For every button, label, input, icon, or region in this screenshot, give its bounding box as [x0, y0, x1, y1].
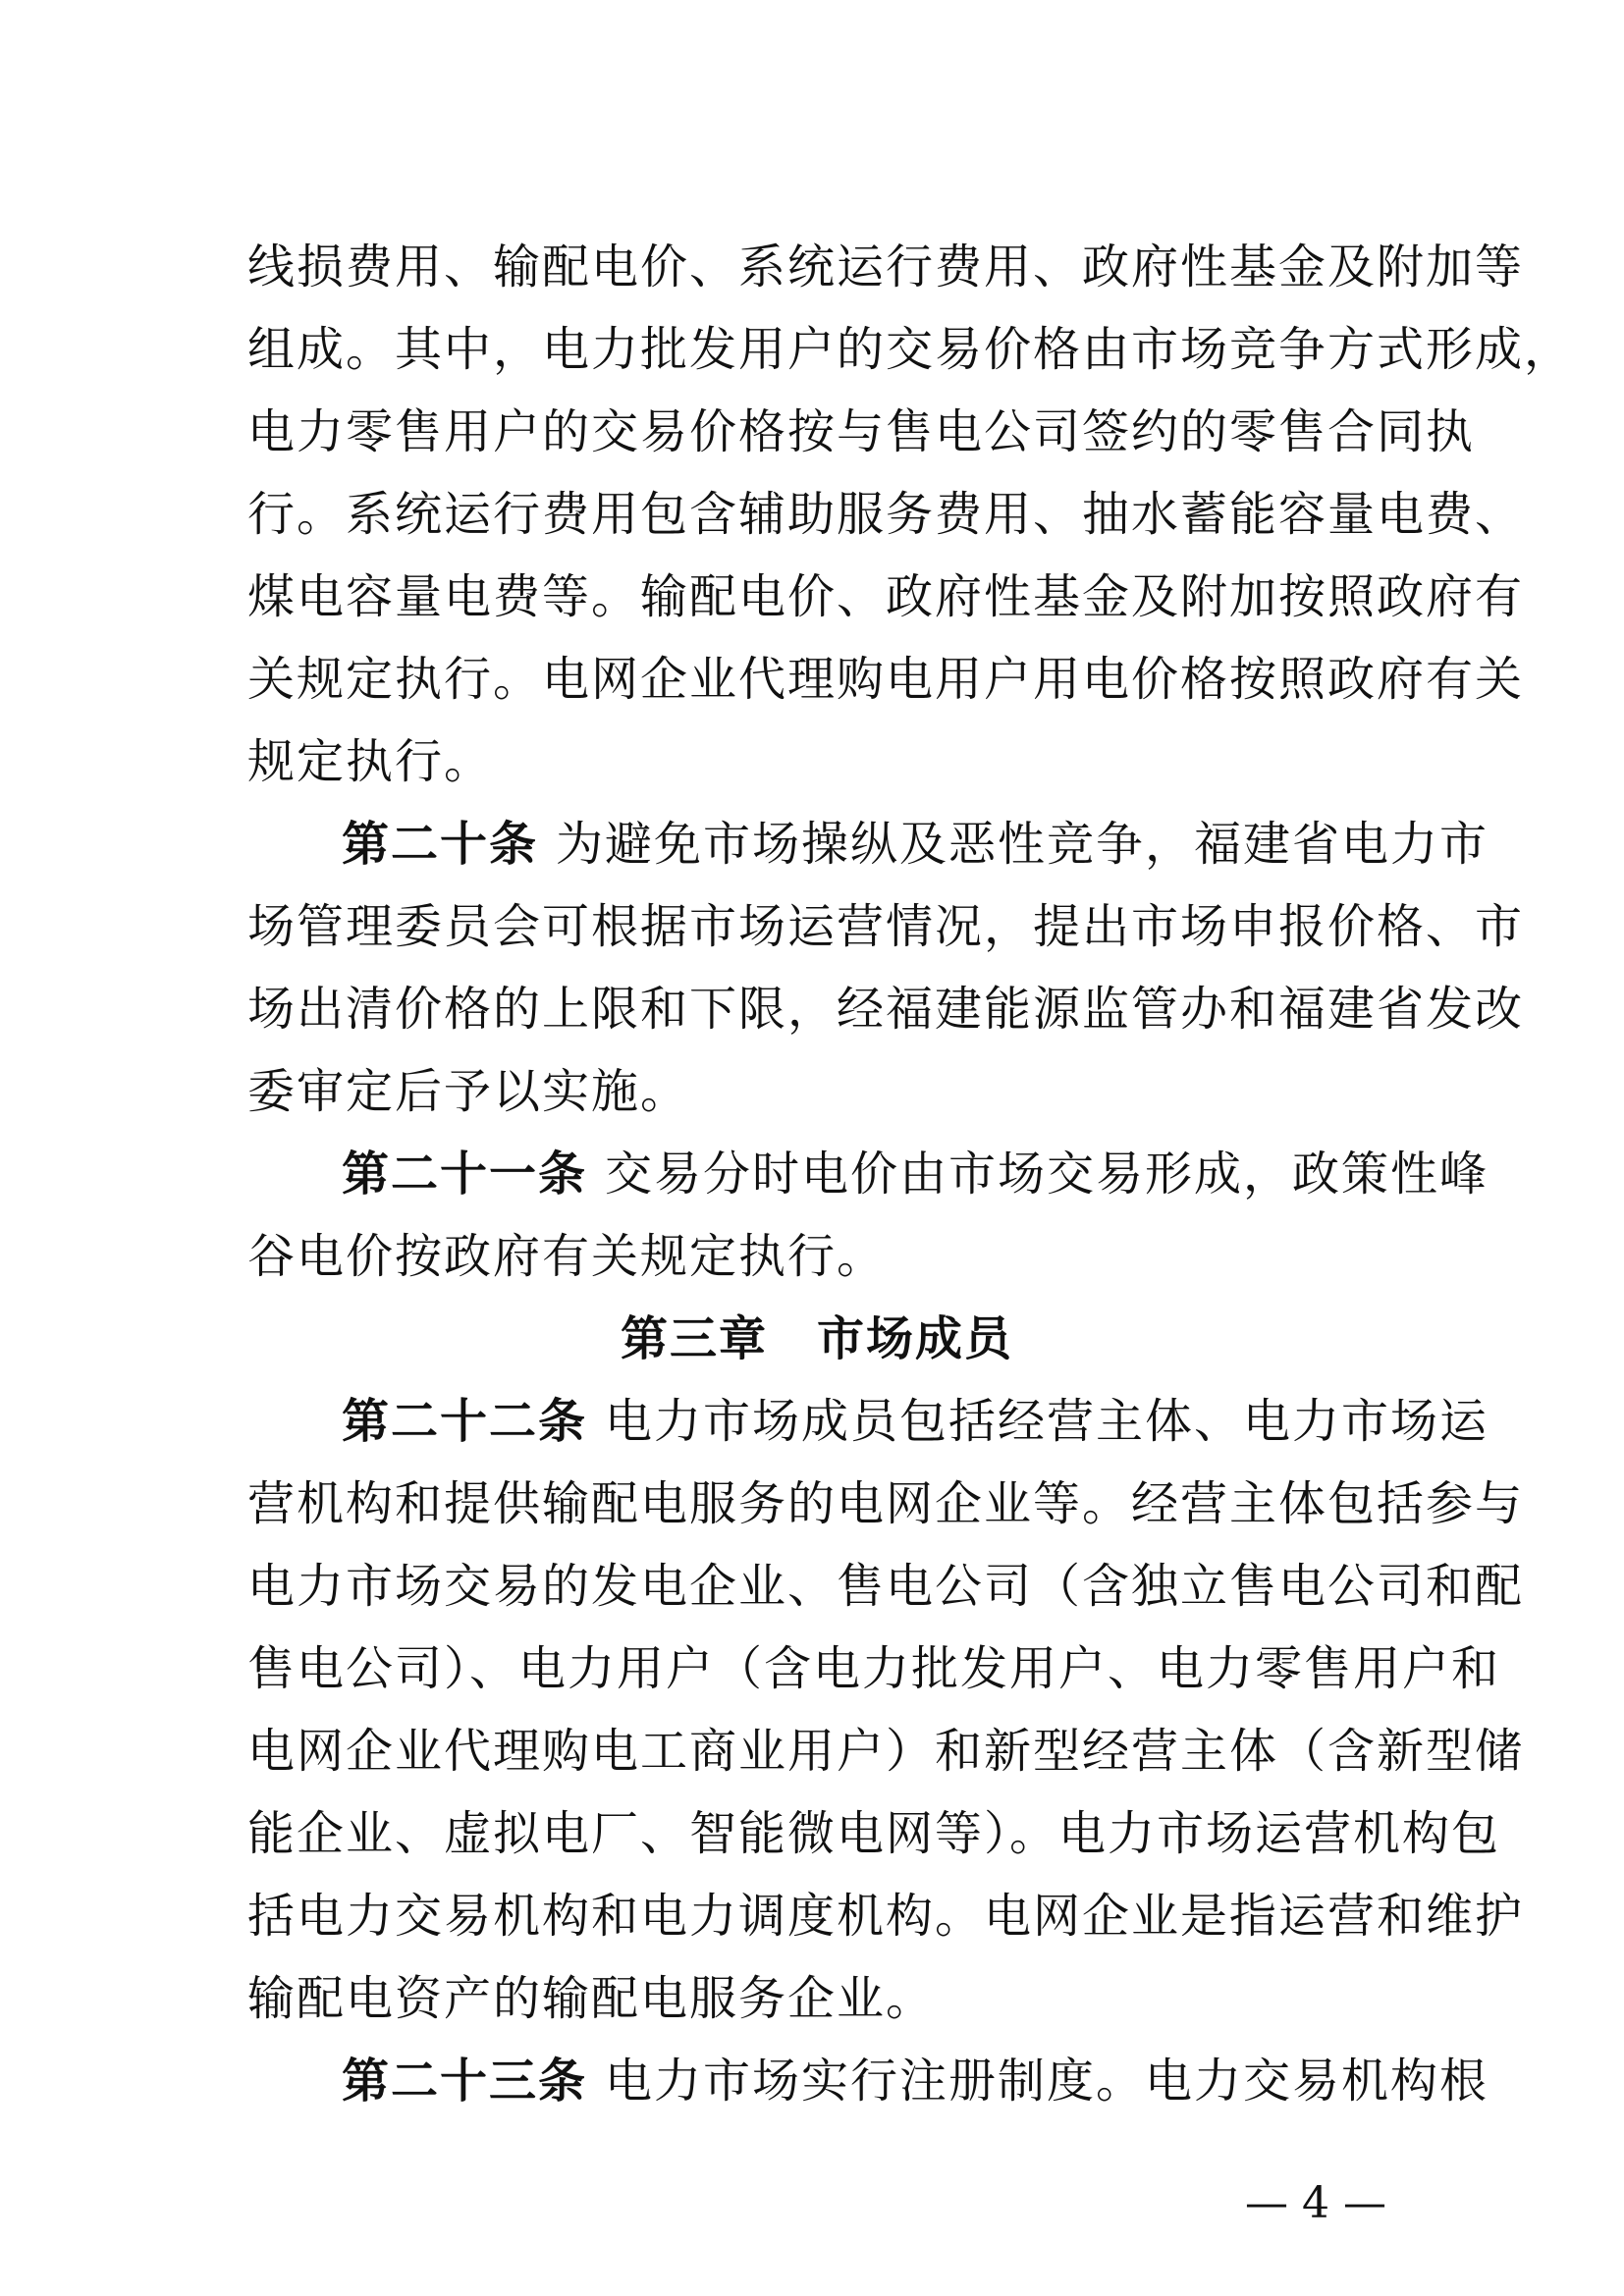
- page-number: — 4 —: [1245, 2178, 1386, 2228]
- article-23-first-line: [247, 2040, 1489, 2122]
- text-line: 售电公司）、电力用户（含电力批发用户、电力零售用户和: [247, 1641, 1501, 1696]
- text-line: 场出清价格的上限和下限，经福建能源监管办和福建省发改: [247, 982, 1525, 1037]
- text-line: 谷电价按政府有关规定执行。: [247, 1229, 887, 1284]
- text-line: 电网企业代理购电工商业用户）和新型经营主体（含新型储: [247, 1724, 1525, 1779]
- article-number: 第二十二条: [342, 1394, 588, 1449]
- text-line: 组成。其中，电力批发用户的交易价格由市场竞争方式形成，: [247, 322, 1574, 377]
- text-line: 委审定后予以实施。: [247, 1064, 690, 1119]
- text-line: 电力市场交易的发电企业、售电公司（含独立售电公司和配: [247, 1559, 1525, 1614]
- text-line: 营机构和提供输配电服务的电网企业等。经营主体包括参与: [247, 1476, 1525, 1531]
- article-text: 为避免市场操纵及恶性竞争，福建省电力市: [556, 817, 1489, 872]
- article-number: 第二十三条: [342, 2054, 588, 2109]
- text-line: 括电力交易机构和电力调度机构。电网企业是指运营和维护: [247, 1889, 1525, 1944]
- article-text: 电力市场实行注册制度。电力交易机构根: [605, 2054, 1489, 2109]
- text-line: 电力零售用户的交易价格按与售电公司签约的零售合同执: [247, 404, 1476, 459]
- document-body: [247, 226, 1574, 2122]
- article-text: 交易分时电价由市场交易形成，政策性峰: [605, 1147, 1489, 1201]
- text-line: 煤电容量电费等。输配电价、政府性基金及附加按照政府有: [247, 569, 1525, 624]
- text-line: 场管理委员会可根据市场运营情况，提出市场申报价格、市: [247, 899, 1525, 954]
- chapter-title: 第三章 市场成员: [620, 1311, 1013, 1366]
- text-line: 规定执行。: [247, 734, 494, 789]
- article-number: 第二十一条: [342, 1147, 588, 1201]
- article-number: 第二十条: [342, 817, 539, 872]
- text-line: 关规定执行。电网企业代理购电用户用电价格按照政府有关: [247, 652, 1525, 707]
- article-20-first-line: [247, 803, 1489, 885]
- text-line: 输配电资产的输配电服务企业。: [247, 1971, 936, 2026]
- text-line: 行。系统运行费用包含辅助服务费用、抽水蓄能容量电费、: [247, 487, 1525, 542]
- article-text: 电力市场成员包括经营主体、电力市场运: [605, 1394, 1489, 1449]
- article-22-first-line: [247, 1380, 1489, 1463]
- text-line: 线损费用、输配电价、系统运行费用、政府性基金及附加等: [247, 240, 1525, 294]
- article-21-first-line: [247, 1133, 1489, 1215]
- text-line: 能企业、虚拟电厂、智能微电网等）。电力市场运营机构包: [247, 1806, 1501, 1861]
